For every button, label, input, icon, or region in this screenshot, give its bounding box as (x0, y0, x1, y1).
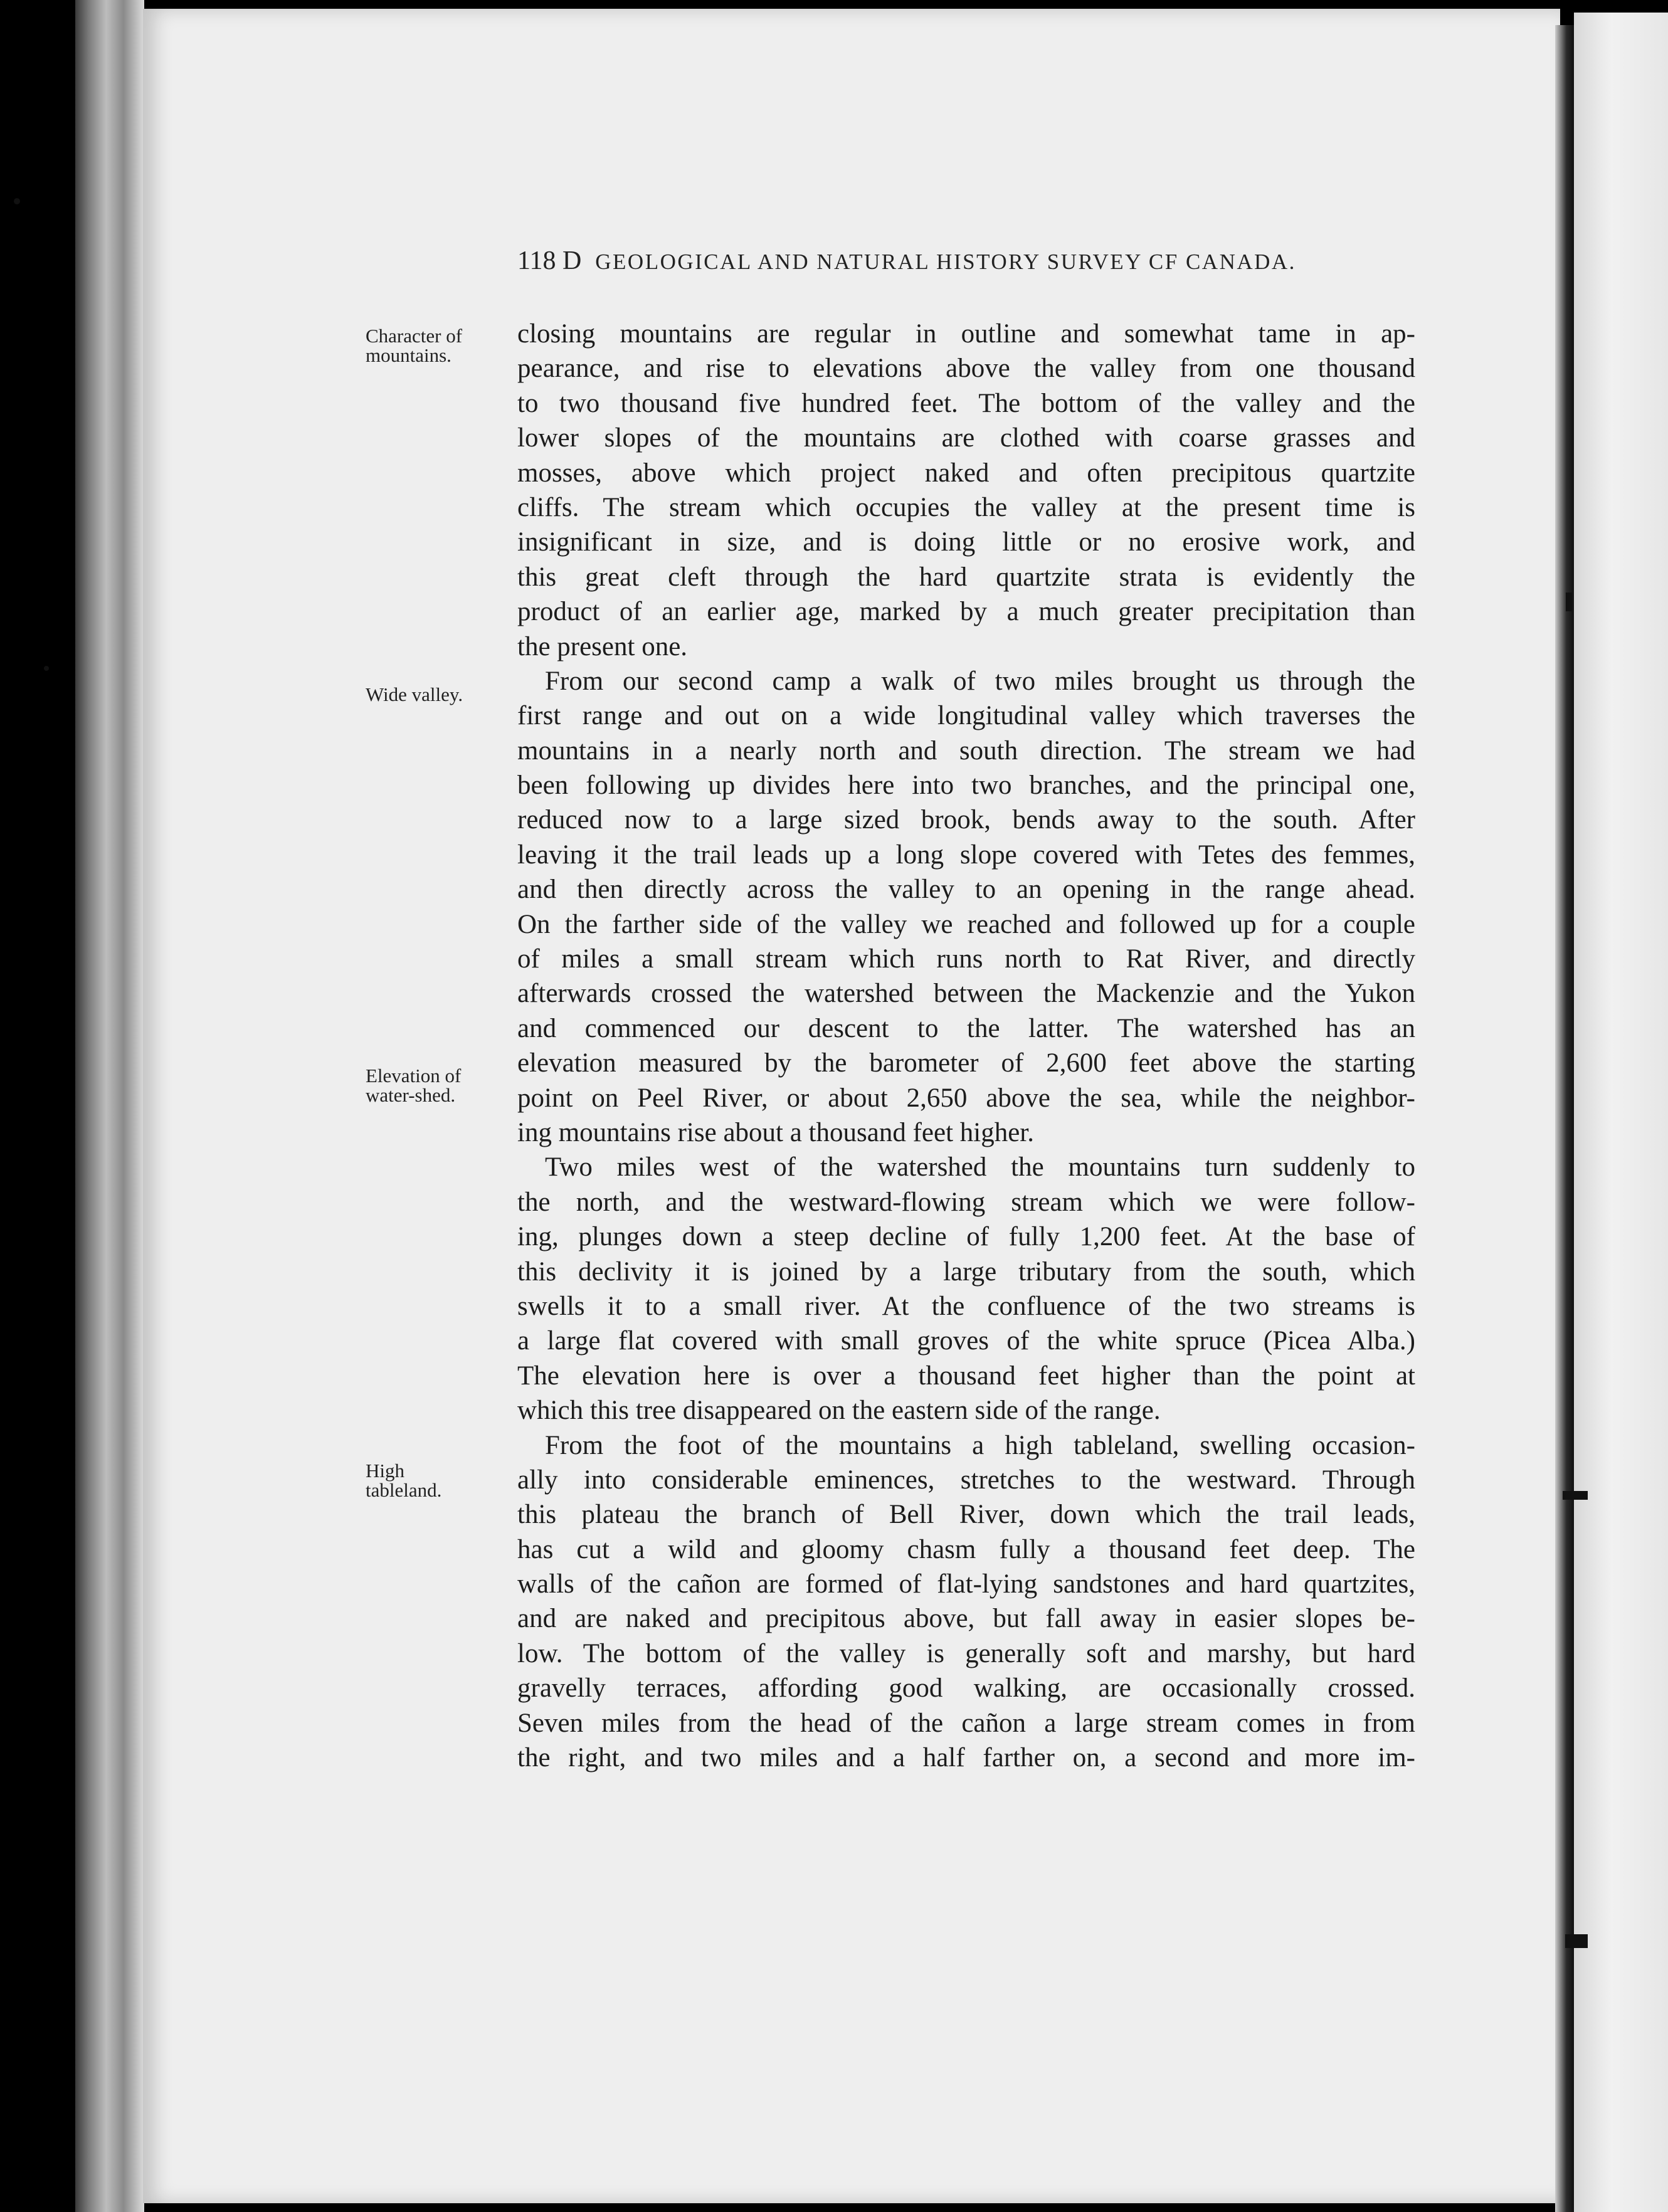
text-line: walls of the cañon are formed of flat-lying sandstones and hard quartzites, (517, 1569, 1415, 1599)
text-line: a large flat covered with small groves of the white spruce (Picea Alba.) (517, 1326, 1415, 1356)
text-line: first range and out on a wide longitudinal valley which traverses the (517, 701, 1415, 731)
text-line: this declivity it is joined by a large tributary from the south, which (517, 1256, 1415, 1287)
text-line: insignificant in size, and is doing little or no erosive work, and (517, 527, 1415, 557)
speck (44, 666, 49, 671)
body-text (517, 317, 1415, 1775)
text-line: low. The bottom of the valley is generally soft and marshy, but hard (517, 1638, 1415, 1668)
text-line: lower slopes of the mountains are clothed with coarse grasses and (517, 423, 1415, 453)
text-line: has cut a wild and gloomy chasm fully a thousand feet deep. The (517, 1534, 1415, 1564)
text-line: closing mountains are regular in outline and somewhat tame in ap- (517, 319, 1415, 349)
text-line: this great cleft through the hard quartzite strata is evidently the (517, 562, 1415, 592)
text-line: elevation measured by the barometer of 2,600 feet above the starting (517, 1048, 1415, 1078)
text-line: product of an earlier age, marked by a much greater precipitation than (517, 597, 1415, 627)
running-title: GEOLOGICAL AND NATURAL HISTORY SURVEY CF CANADA. (595, 250, 1296, 274)
text-line: mosses, above which project naked and often precipitous quartzite (517, 458, 1415, 488)
text-line: leaving it the trail leads up a long slope covered with Tetes des femmes, (517, 840, 1415, 870)
text-line: the north, and the westward-flowing stream which we were follow- (517, 1187, 1415, 1217)
text-line: From our second camp a walk of two miles brought us through the (545, 666, 1415, 696)
adjacent-page-edge (1574, 13, 1668, 2212)
sidenote-elevation-of-watershed: Elevation of water-shed. (366, 1065, 462, 1106)
text-line: swells it to a small river. At the confluence of the two streams is (517, 1291, 1415, 1321)
text-line: From the foot of the mountains a high tableland, swelling occasion- (545, 1430, 1415, 1460)
text-line: which this tree disappeared on the eastern side of the range. (517, 1396, 1161, 1426)
text-line: the present one. (517, 631, 688, 661)
text-line: ing, plunges down a steep decline of fully 1,200 feet. At the base of (517, 1222, 1415, 1252)
text-line: this plateau the branch of Bell River, down which the trail leads, (517, 1500, 1415, 1530)
tab-marker (1566, 592, 1572, 611)
page-number: 118 D (517, 246, 582, 275)
text-line: point on Peel River, or about 2,650 above the sea, while the neighbor- (517, 1083, 1415, 1113)
sidenote-wide-valley: Wide valley. (366, 683, 463, 705)
text-line: The elevation here is over a thousand feet higher than the point at (517, 1361, 1415, 1391)
text-line: and then directly across the valley to an opening in the range ahead. (517, 875, 1415, 905)
text-line: mountains in a nearly north and south direction. The stream we had (517, 735, 1415, 766)
text-line: Seven miles from the head of the cañon a large stream comes in from (517, 1708, 1415, 1738)
speck (14, 198, 20, 204)
text-line: been following up divides here into two branches, and the principal one, (517, 771, 1415, 801)
text-line: reduced now to a large sized brook, bends away to the south. After (517, 805, 1415, 835)
text-line: afterwards crossed the watershed between the Mackenzie and the Yukon (517, 979, 1415, 1009)
text-line: pearance, and rise to elevations above the valley from one thousand (517, 354, 1415, 384)
page-fold-shadow (1555, 25, 1574, 2212)
sidenote-high-tableland: High tableland. (366, 1460, 442, 1501)
running-head (517, 246, 1395, 283)
book-binding-edge (75, 0, 144, 2212)
text-line: gravelly terraces, affording good walking, are occasionally crossed. (517, 1673, 1415, 1704)
text-line: and are naked and precipitous above, but fall away in easier slopes be- (517, 1604, 1415, 1634)
text-line: ally into considerable eminences, stretches to the westward. Through (517, 1465, 1415, 1495)
tab-marker (1563, 1491, 1588, 1500)
text-line: to two thousand five hundred feet. The bottom of the valley and the (517, 388, 1415, 418)
text-line: ing mountains rise about a thousand feet higher. (517, 1117, 1034, 1147)
text-line: of miles a small stream which runs north to Rat River, and directly (517, 944, 1415, 974)
text-line: and commenced our descent to the latter. The watershed has an (517, 1013, 1415, 1043)
tab-marker (1565, 1934, 1588, 1948)
text-line: On the farther side of the valley we reached and followed up for a couple (517, 909, 1415, 939)
text-line: Two miles west of the watershed the mountains turn suddenly to (545, 1152, 1415, 1182)
sidenote-character-of-mountains: Character of mountains. (366, 325, 463, 366)
text-line: cliffs. The stream which occupies the valley at the present time is (517, 492, 1415, 522)
text-line: the right, and two miles and a half farther on, a second and more im- (517, 1743, 1415, 1773)
